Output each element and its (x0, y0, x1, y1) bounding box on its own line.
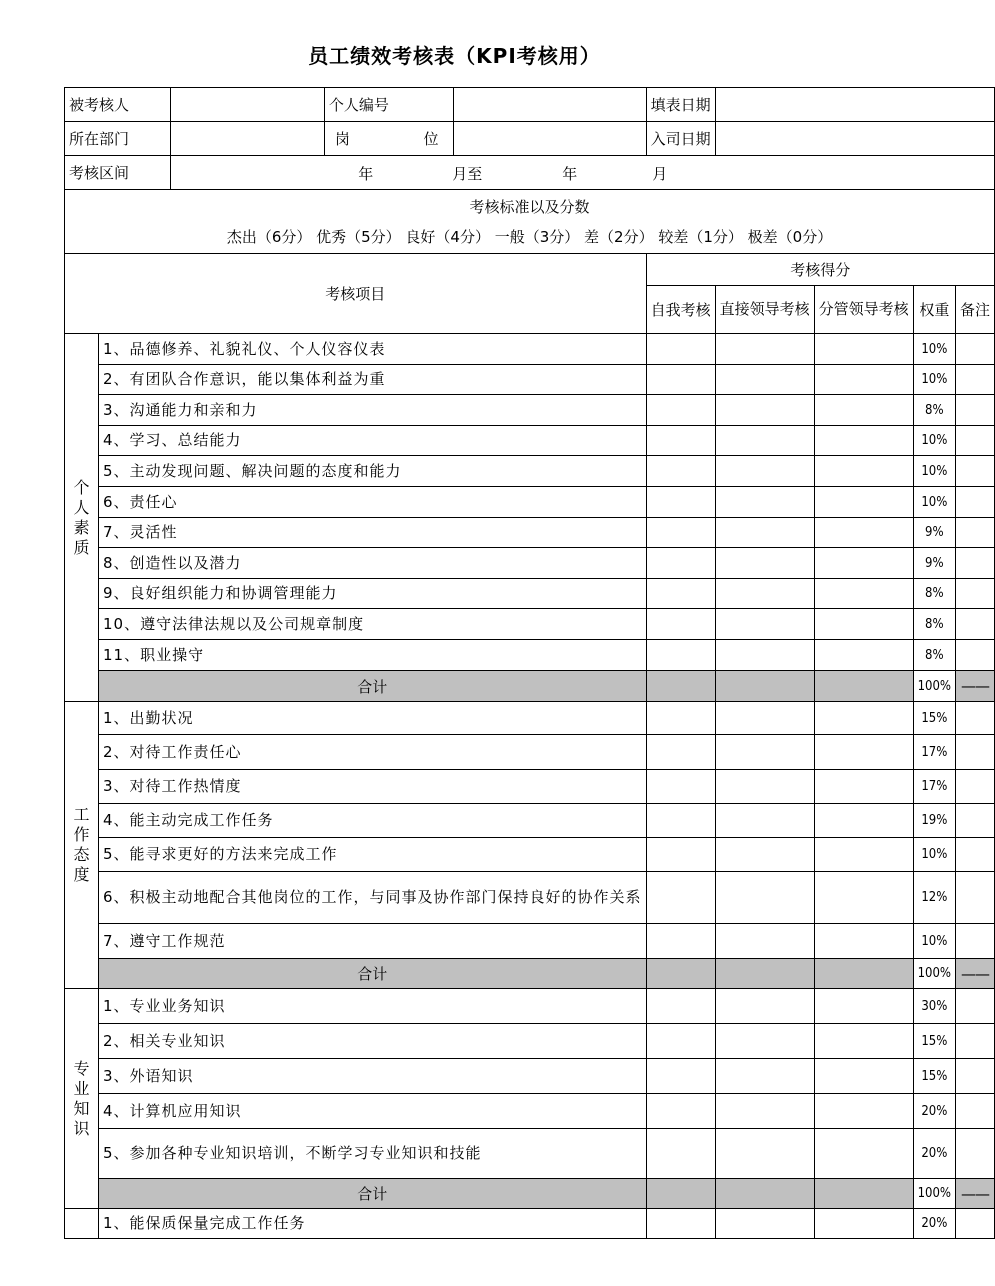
manager-score-cell[interactable] (814, 640, 913, 671)
category-label: 工作态度 (73, 805, 90, 884)
total-direct-cell (715, 671, 814, 702)
self-score-cell[interactable] (646, 640, 715, 671)
criterion-item: 3、外语知识 (99, 1059, 647, 1094)
self-score-cell[interactable] (646, 1094, 715, 1129)
standard-scale: 杰出（6分） 优秀（5分） 良好（4分） 一般（3分） 差（2分） 较差（1分） 极差（0分） (226, 227, 833, 246)
table-row (65, 487, 995, 518)
table-row (65, 770, 995, 804)
weight-value: 15% (913, 1024, 955, 1059)
weight-value: 20% (913, 1209, 955, 1239)
remark-cell[interactable] (956, 365, 995, 395)
weight-value: 8% (913, 640, 955, 671)
self-score-cell[interactable] (646, 426, 715, 456)
direct-leader-score-cell[interactable] (715, 872, 814, 924)
item-column-header: 考核项目 (65, 254, 647, 334)
period-year-2: 年 (562, 165, 578, 183)
manager-score-cell[interactable] (814, 334, 913, 365)
category-work-attitude (65, 702, 99, 989)
direct-leader-score-cell[interactable] (715, 1024, 814, 1059)
direct-leader-score-cell[interactable] (715, 804, 814, 838)
category-professional-knowledge (65, 989, 99, 1209)
self-score-cell[interactable] (646, 804, 715, 838)
total-weight: 100% (913, 959, 955, 989)
total-manager-cell (814, 1179, 913, 1209)
total-row (65, 671, 995, 702)
table-row (65, 702, 995, 735)
self-score-cell[interactable] (646, 1209, 715, 1239)
manager-score-cell[interactable] (814, 609, 913, 640)
manager-score-cell[interactable] (814, 456, 913, 487)
self-score-cell[interactable] (646, 1059, 715, 1094)
total-remark: —— (956, 959, 995, 989)
weight-value: 15% (913, 1059, 955, 1094)
weight-value: 10% (913, 365, 955, 395)
weight-value: 17% (913, 735, 955, 770)
criterion-item: 7、灵活性 (99, 518, 647, 548)
table-row (65, 735, 995, 770)
remark-header: 备注 (956, 286, 995, 334)
total-self-cell (646, 671, 715, 702)
self-score-cell[interactable] (646, 770, 715, 804)
total-self-cell (646, 1179, 715, 1209)
criterion-item: 3、沟通能力和亲和力 (99, 395, 647, 426)
self-score-cell[interactable] (646, 1024, 715, 1059)
total-self-cell (646, 959, 715, 989)
table-row (65, 1094, 995, 1129)
period-month: 月 (652, 165, 668, 183)
manager-score-cell[interactable] (814, 1094, 913, 1129)
weight-value: 19% (913, 804, 955, 838)
criterion-item: 5、参加各种专业知识培训，不断学习专业知识和技能 (99, 1129, 647, 1179)
table-row (65, 1024, 995, 1059)
manager-score-cell[interactable] (814, 770, 913, 804)
evaluatee-field[interactable] (171, 88, 325, 122)
direct-leader-score-cell[interactable] (715, 609, 814, 640)
criterion-item: 1、出勤状况 (99, 702, 647, 735)
criterion-item: 5、能寻求更好的方法来完成工作 (99, 838, 647, 872)
direct-leader-score-cell[interactable] (715, 548, 814, 579)
direct-leader-header: 直接领导考核 (715, 286, 814, 334)
direct-leader-score-cell[interactable] (715, 518, 814, 548)
table-row (65, 456, 995, 487)
score-group-header: 考核得分 (646, 254, 995, 286)
weight-value: 10% (913, 456, 955, 487)
total-row (65, 959, 995, 989)
self-review-header: 自我考核 (646, 286, 715, 334)
direct-leader-score-cell[interactable] (715, 426, 814, 456)
position-field[interactable] (453, 122, 646, 156)
hire-date-field[interactable] (715, 122, 994, 156)
department-label: 所在部门 (65, 122, 171, 156)
remark-cell[interactable] (956, 1129, 995, 1179)
weight-value: 20% (913, 1129, 955, 1179)
self-score-cell[interactable] (646, 872, 715, 924)
direct-leader-score-cell[interactable] (715, 456, 814, 487)
remark-cell[interactable] (956, 838, 995, 872)
total-weight: 100% (913, 1179, 955, 1209)
remark-cell[interactable] (956, 518, 995, 548)
manager-leader-header: 分管领导考核 (814, 286, 913, 334)
table-row (65, 518, 995, 548)
weight-value: 12% (913, 872, 955, 924)
remark-cell[interactable] (956, 1024, 995, 1059)
weight-value: 10% (913, 487, 955, 518)
evaluatee-label: 被考核人 (65, 88, 171, 122)
manager-score-cell[interactable] (814, 1129, 913, 1179)
criterion-item: 5、主动发现问题、解决问题的态度和能力 (99, 456, 647, 487)
self-score-cell[interactable] (646, 609, 715, 640)
total-direct-cell (715, 1179, 814, 1209)
period-label: 考核区间 (65, 156, 171, 190)
total-weight: 100% (913, 671, 955, 702)
criterion-item: 10、遵守法律法规以及公司规章制度 (99, 609, 647, 640)
manager-score-cell[interactable] (814, 548, 913, 579)
direct-leader-score-cell[interactable] (715, 334, 814, 365)
self-score-cell[interactable] (646, 579, 715, 609)
manager-score-cell[interactable] (814, 1059, 913, 1094)
manager-score-cell[interactable] (814, 838, 913, 872)
remark-cell[interactable] (956, 609, 995, 640)
remark-cell[interactable] (956, 1209, 995, 1239)
criterion-item: 1、品德修养、礼貌礼仪、个人仪容仪表 (99, 334, 647, 365)
scoring-standard (65, 190, 995, 254)
weight-value: 10% (913, 334, 955, 365)
department-field[interactable] (171, 122, 325, 156)
direct-leader-score-cell[interactable] (715, 640, 814, 671)
remark-cell[interactable] (956, 735, 995, 770)
direct-leader-score-cell[interactable] (715, 770, 814, 804)
criterion-item: 3、对待工作热情度 (99, 770, 647, 804)
total-row (65, 1179, 995, 1209)
criterion-item: 7、遵守工作规范 (99, 924, 647, 959)
table-row (65, 365, 995, 395)
total-remark: —— (956, 1179, 995, 1209)
criterion-item: 1、能保质保量完成工作任务 (99, 1209, 647, 1239)
self-score-cell[interactable] (646, 334, 715, 365)
direct-leader-score-cell[interactable] (715, 1209, 814, 1239)
table-row (65, 395, 995, 426)
self-score-cell[interactable] (646, 548, 715, 579)
remark-cell[interactable] (956, 579, 995, 609)
total-remark: —— (956, 671, 995, 702)
table-row (65, 924, 995, 959)
table-row (65, 1129, 995, 1179)
self-score-cell[interactable] (646, 395, 715, 426)
standard-title: 考核标准以及分数 (469, 197, 590, 216)
criterion-item: 1、专业业务知识 (99, 989, 647, 1024)
criterion-item: 11、职业操守 (99, 640, 647, 671)
self-score-cell[interactable] (646, 365, 715, 395)
remark-cell[interactable] (956, 395, 995, 426)
remark-cell[interactable] (956, 1094, 995, 1129)
remark-cell[interactable] (956, 989, 995, 1024)
position-label-part: 位 (423, 130, 439, 148)
total-manager-cell (814, 671, 913, 702)
weight-value: 10% (913, 838, 955, 872)
table-row (65, 609, 995, 640)
total-direct-cell (715, 959, 814, 989)
remark-cell[interactable] (956, 702, 995, 735)
weight-header: 权重 (913, 286, 955, 334)
manager-score-cell[interactable] (814, 702, 913, 735)
criterion-item: 2、相关专业知识 (99, 1024, 647, 1059)
direct-leader-score-cell[interactable] (715, 487, 814, 518)
fill-date-field[interactable] (715, 88, 994, 122)
total-label: 合计 (99, 1179, 647, 1209)
table-row (65, 426, 995, 456)
direct-leader-score-cell[interactable] (715, 838, 814, 872)
criterion-item: 4、计算机应用知识 (99, 1094, 647, 1129)
performance-form-table (64, 87, 995, 1239)
manager-score-cell[interactable] (814, 579, 913, 609)
category-personal-quality (65, 334, 99, 702)
remark-cell[interactable] (956, 872, 995, 924)
category-label: 专业知识 (73, 1058, 90, 1138)
total-label: 合计 (99, 959, 647, 989)
manager-score-cell[interactable] (814, 735, 913, 770)
weight-value: 15% (913, 702, 955, 735)
table-row (65, 334, 995, 365)
employee-id-field[interactable] (453, 88, 646, 122)
table-row (65, 1059, 995, 1094)
direct-leader-score-cell[interactable] (715, 1059, 814, 1094)
manager-score-cell[interactable] (814, 395, 913, 426)
remark-cell[interactable] (956, 640, 995, 671)
category-label: 个人素质 (73, 477, 90, 557)
direct-leader-score-cell[interactable] (715, 702, 814, 735)
period-field[interactable] (171, 156, 995, 190)
position-label-part: 岗 (334, 130, 350, 148)
table-row (65, 548, 995, 579)
manager-score-cell[interactable] (814, 365, 913, 395)
manager-score-cell[interactable] (814, 518, 913, 548)
category-section-4 (65, 1209, 99, 1239)
table-row (65, 579, 995, 609)
weight-value: 10% (913, 426, 955, 456)
weight-value: 9% (913, 548, 955, 579)
remark-cell[interactable] (956, 334, 995, 365)
weight-value: 10% (913, 924, 955, 959)
table-row (65, 872, 995, 924)
self-score-cell[interactable] (646, 1129, 715, 1179)
manager-score-cell[interactable] (814, 989, 913, 1024)
direct-leader-score-cell[interactable] (715, 1129, 814, 1179)
weight-value: 8% (913, 609, 955, 640)
weight-value: 8% (913, 579, 955, 609)
remark-cell[interactable] (956, 770, 995, 804)
weight-value: 17% (913, 770, 955, 804)
weight-value: 9% (913, 518, 955, 548)
total-label: 合计 (99, 671, 647, 702)
weight-value: 20% (913, 1094, 955, 1129)
form-title: 员工绩效考核表（KPI考核用） (308, 44, 601, 68)
weight-value: 30% (913, 989, 955, 1024)
table-row (65, 838, 995, 872)
total-manager-cell (814, 959, 913, 989)
fill-date-label: 填表日期 (646, 88, 715, 122)
remark-cell[interactable] (956, 456, 995, 487)
manager-score-cell[interactable] (814, 804, 913, 838)
manager-score-cell[interactable] (814, 1024, 913, 1059)
direct-leader-score-cell[interactable] (715, 395, 814, 426)
direct-leader-score-cell[interactable] (715, 735, 814, 770)
employee-id-label: 个人编号 (324, 88, 453, 122)
manager-score-cell[interactable] (814, 924, 913, 959)
criterion-item: 2、对待工作责任心 (99, 735, 647, 770)
criterion-item: 6、积极主动地配合其他岗位的工作，与同事及协作部门保持良好的协作关系 (99, 872, 647, 924)
self-score-cell[interactable] (646, 838, 715, 872)
criterion-item: 2、有团队合作意识，能以集体利益为重 (99, 365, 647, 395)
table-row (65, 804, 995, 838)
position-label (324, 122, 453, 156)
criterion-item: 4、学习、总结能力 (99, 426, 647, 456)
manager-score-cell[interactable] (814, 426, 913, 456)
manager-score-cell[interactable] (814, 872, 913, 924)
remark-cell[interactable] (956, 487, 995, 518)
hire-date-label: 入司日期 (646, 122, 715, 156)
table-row (65, 989, 995, 1024)
table-row (65, 640, 995, 671)
direct-leader-score-cell[interactable] (715, 924, 814, 959)
period-year-1: 年 (358, 165, 374, 183)
criterion-item: 9、良好组织能力和协调管理能力 (99, 579, 647, 609)
remark-cell[interactable] (956, 426, 995, 456)
self-score-cell[interactable] (646, 735, 715, 770)
self-score-cell[interactable] (646, 924, 715, 959)
remark-cell[interactable] (956, 1059, 995, 1094)
self-score-cell[interactable] (646, 456, 715, 487)
direct-leader-score-cell[interactable] (715, 365, 814, 395)
criterion-item: 8、创造性以及潜力 (99, 548, 647, 579)
self-score-cell[interactable] (646, 518, 715, 548)
criterion-item: 4、能主动完成工作任务 (99, 804, 647, 838)
direct-leader-score-cell[interactable] (715, 1094, 814, 1129)
table-row (65, 1209, 995, 1239)
self-score-cell[interactable] (646, 989, 715, 1024)
self-score-cell[interactable] (646, 487, 715, 518)
manager-score-cell[interactable] (814, 487, 913, 518)
self-score-cell[interactable] (646, 702, 715, 735)
remark-cell[interactable] (956, 924, 995, 959)
remark-cell[interactable] (956, 548, 995, 579)
manager-score-cell[interactable] (814, 1209, 913, 1239)
criterion-item: 6、责任心 (99, 487, 647, 518)
period-month-to: 月至 (452, 165, 483, 183)
direct-leader-score-cell[interactable] (715, 579, 814, 609)
remark-cell[interactable] (956, 804, 995, 838)
weight-value: 8% (913, 395, 955, 426)
direct-leader-score-cell[interactable] (715, 989, 814, 1024)
